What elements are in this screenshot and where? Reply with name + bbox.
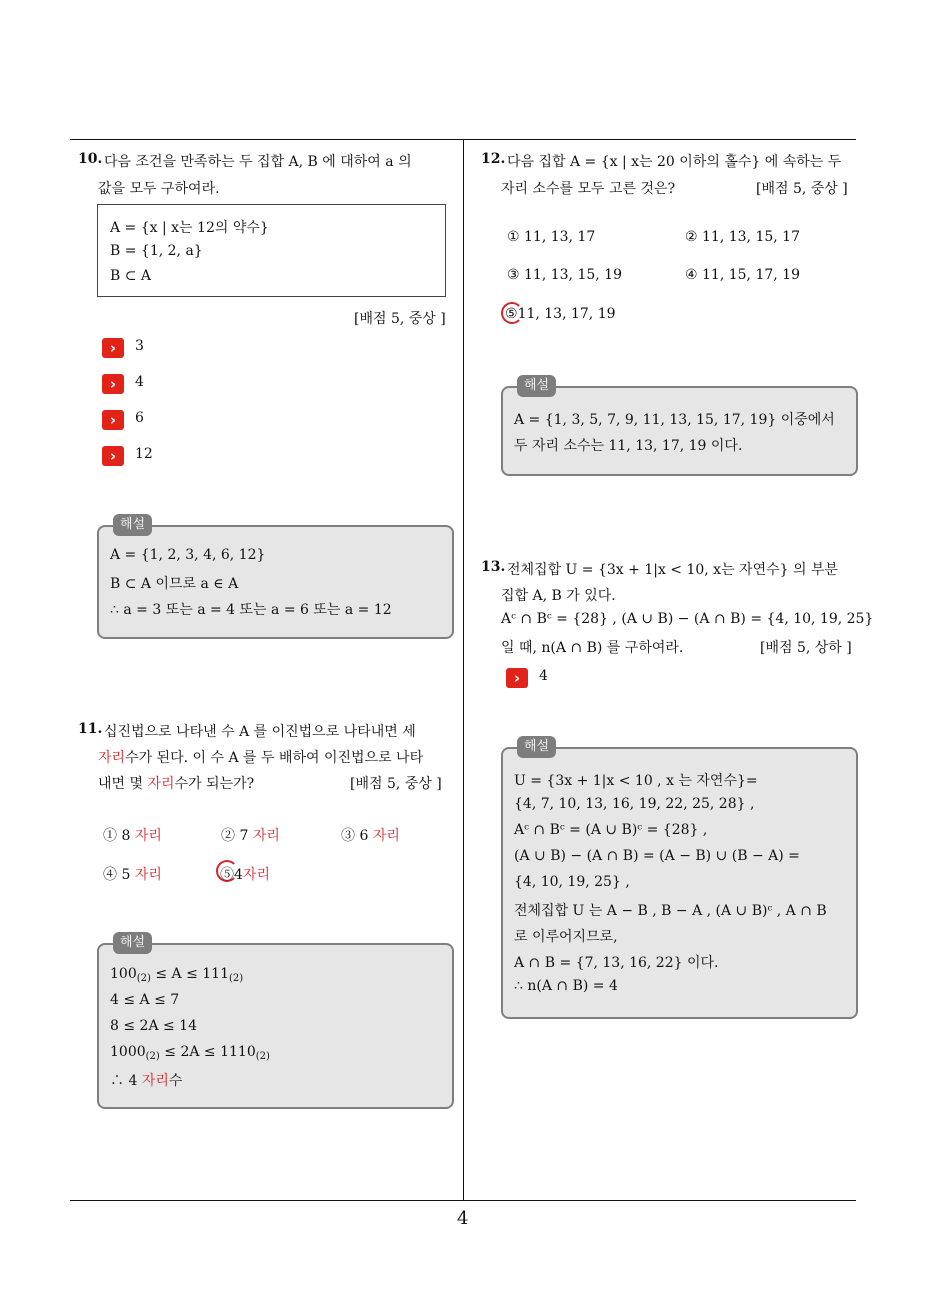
choice-unit: 자리 xyxy=(242,867,270,883)
question-text: 다음 조건을 만족하는 두 집합 A, B 에 대하여 a 의 xyxy=(104,154,412,170)
choice-marker: ④ xyxy=(685,267,698,283)
question-number: 11. xyxy=(78,721,103,737)
choice-marker: ② xyxy=(685,229,698,245)
choice-marker: ② xyxy=(221,828,235,844)
choice-unit: 자리 xyxy=(372,828,400,844)
solution-number: 1000 xyxy=(110,1044,146,1060)
column-divider xyxy=(463,139,464,1201)
answer-value: 4 xyxy=(539,668,548,684)
solution-line xyxy=(110,1044,270,1062)
highlight-text: 자리 xyxy=(141,1073,169,1089)
question-text-pre: 내면 몇 xyxy=(98,776,148,792)
score-label: [배점 5, 중상 ] xyxy=(350,776,442,792)
choice-value: 6 xyxy=(359,828,369,844)
question-text: 다음 집합 A = {x | x는 20 이하의 홀수} 에 속하는 두 xyxy=(507,154,842,170)
question-text xyxy=(98,747,423,767)
score-label: [배점 5, 상하 ] xyxy=(760,640,852,656)
solution-text: ≤ A ≤ 111 xyxy=(150,966,229,982)
condition-line: B ⊂ A xyxy=(110,268,152,284)
base-subscript: (2) xyxy=(255,1051,270,1062)
choice-marker: ③ xyxy=(507,267,520,283)
base-subscript: (2) xyxy=(136,973,151,984)
choice-4[interactable] xyxy=(685,267,800,283)
question-text xyxy=(98,773,254,793)
solution-line: 두 자리 소수는 11, 13, 17, 19 이다. xyxy=(514,438,743,454)
question-text: 값을 모두 구하여라. xyxy=(98,181,220,197)
choice-value: 11, 13, 15, 17 xyxy=(702,229,800,245)
solution-line: A = {1, 3, 5, 7, 9, 11, 13, 15, 17, 19} 이중에서 xyxy=(514,412,835,428)
choice-unit: 자리 xyxy=(252,828,280,844)
solution-number: 100 xyxy=(110,966,137,982)
solution-line: U = {3x + 1|x < 10 , x 는 자연수}= xyxy=(514,773,758,789)
choice-marker: ④ xyxy=(103,867,117,883)
solution-line: B ⊂ A 이므로 a ∈ A xyxy=(110,576,239,592)
choice-1[interactable] xyxy=(507,229,595,245)
base-subscript: (2) xyxy=(229,973,244,984)
solution-line: 4 ≤ A ≤ 7 xyxy=(110,992,180,1008)
choice-marker: ③ xyxy=(341,828,355,844)
choice-value: 7 xyxy=(239,828,249,844)
score-label: [배점 5, 중상 ] xyxy=(354,311,446,327)
answer-arrow-icon: › xyxy=(102,410,124,430)
question-text: 전체집합 U = {3x + 1|x < 10, x는 자연수} 의 부분 xyxy=(507,562,839,578)
choice-value: 4 xyxy=(234,867,243,883)
solution-line: ∴ n(A ∩ B) = 4 xyxy=(514,978,618,994)
solution-line: 로 이루어지므로, xyxy=(514,929,618,945)
choice-5[interactable] xyxy=(220,864,270,884)
choice-value: 11, 13, 15, 19 xyxy=(524,267,622,283)
bottom-rule xyxy=(70,1200,856,1201)
solution-text: 수 xyxy=(168,1073,183,1089)
question-text-post: 수가 되는가? xyxy=(174,776,255,792)
choice-unit: 자리 xyxy=(134,867,162,883)
choice-value: 5 xyxy=(121,867,131,883)
choice-value: 11, 13, 17, 19 xyxy=(517,306,616,322)
answer-arrow-icon: › xyxy=(102,446,124,466)
solution-line: A = {1, 2, 3, 4, 6, 12} xyxy=(110,547,266,563)
solution-tab: 해설 xyxy=(113,514,152,536)
highlight-text: 자리 xyxy=(147,776,175,792)
question-number: 10. xyxy=(78,151,103,167)
solution-line: ∴ a = 3 또는 a = 4 또는 a = 6 또는 a = 12 xyxy=(110,602,392,618)
solution-line: {4, 7, 10, 13, 16, 19, 22, 25, 28} , xyxy=(514,796,755,812)
solution-text: ∴ 4 xyxy=(110,1073,142,1089)
score-label: [배점 5, 중상 ] xyxy=(756,181,848,197)
choice-marker: ① xyxy=(507,229,520,245)
answer-value: 4 xyxy=(135,374,144,390)
solution-line: A ∩ B = {7, 13, 16, 22} 이다. xyxy=(514,955,719,971)
choice-3[interactable] xyxy=(341,825,400,845)
answer-value: 3 xyxy=(135,338,144,354)
highlight-text: 자리 xyxy=(98,750,126,766)
question-number: 13. xyxy=(481,559,506,575)
question-text: 일 때, n(A ∩ B) 를 구하여라. xyxy=(501,640,684,656)
condition-line: B = {1, 2, a} xyxy=(110,243,203,259)
answer-arrow-icon: › xyxy=(102,338,124,358)
choice-5[interactable] xyxy=(505,306,616,322)
choice-marker: ⑤ xyxy=(220,867,234,883)
question-text: 자리 소수를 모두 고른 것은? xyxy=(501,181,676,197)
question-text: 집합 A, B 가 있다. xyxy=(501,588,616,604)
page-number: 4 xyxy=(457,1208,469,1229)
solution-line xyxy=(110,966,243,984)
solution-line: {4, 10, 19, 25} , xyxy=(514,874,630,890)
solution-line: (A ∪ B) − (A ∩ B) = (A − B) ∪ (B − A) = xyxy=(514,848,800,864)
answer-value: 6 xyxy=(135,410,144,426)
answer-arrow-icon: › xyxy=(102,374,124,394)
condition-line: A = {x | x는 12의 약수} xyxy=(110,220,269,236)
solution-line: 8 ≤ 2A ≤ 14 xyxy=(110,1018,198,1034)
solution-tab: 해설 xyxy=(517,375,556,397)
choice-4[interactable] xyxy=(103,864,162,884)
choice-2[interactable] xyxy=(221,825,280,845)
question-text: 십진법으로 나타낸 수 A 를 이진법으로 나타내면 세 xyxy=(104,724,416,740)
solution-tab: 해설 xyxy=(113,932,152,954)
solution-line xyxy=(110,1070,182,1090)
solution-tab: 해설 xyxy=(517,736,556,758)
base-subscript: (2) xyxy=(145,1051,160,1062)
choice-value: 8 xyxy=(121,828,131,844)
question-text-rest: 수가 된다. 이 수 A 를 두 배하여 이진법으로 나타 xyxy=(125,750,424,766)
choice-value: 11, 15, 17, 19 xyxy=(702,267,800,283)
solution-line: 전체집합 U 는 A − B , B − A , (A ∪ B)ᶜ , A ∩ B xyxy=(514,903,827,919)
answer-value: 12 xyxy=(135,446,153,462)
question-text: Aᶜ ∩ Bᶜ = {28} , (A ∪ B) − (A ∩ B) = {4, 10, 19, 25} xyxy=(501,611,874,627)
solution-text: ≤ 2A ≤ 1110 xyxy=(159,1044,256,1060)
choice-2[interactable] xyxy=(685,229,800,245)
answer-arrow-icon: › xyxy=(506,668,528,688)
choice-marker: ⑤ xyxy=(505,306,518,322)
choice-unit: 자리 xyxy=(134,828,162,844)
choice-value: 11, 13, 17 xyxy=(524,229,596,245)
solution-line: Aᶜ ∩ Bᶜ = (A ∪ B)ᶜ = {28} , xyxy=(514,822,708,838)
solution-box xyxy=(501,386,858,476)
choice-3[interactable] xyxy=(507,267,622,283)
choice-1[interactable] xyxy=(103,825,162,845)
question-number: 12. xyxy=(481,151,506,167)
choice-marker: ① xyxy=(103,828,117,844)
